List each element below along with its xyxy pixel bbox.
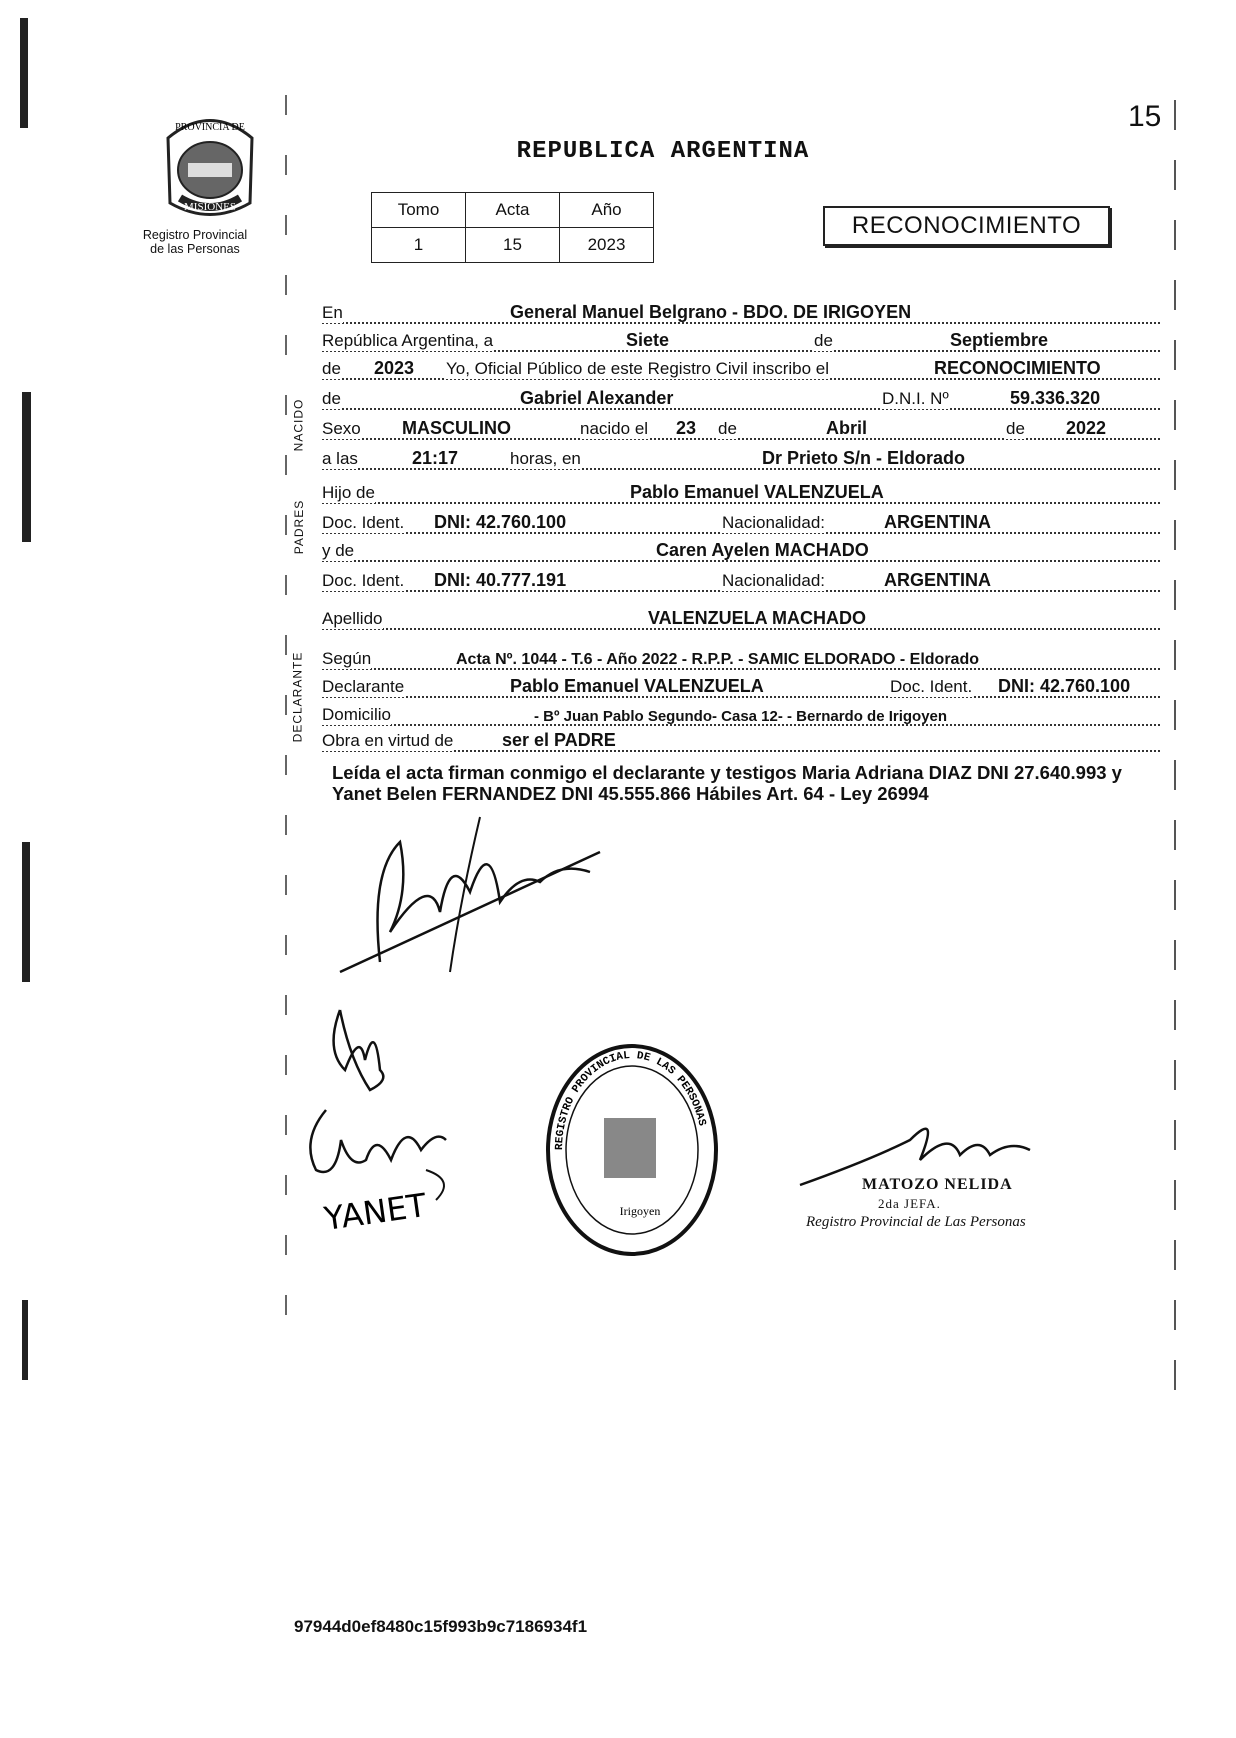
label-apellido: Apellido: [322, 609, 383, 628]
value-month: Septiembre: [950, 330, 1049, 350]
register-value-acta: 15: [466, 228, 560, 263]
value-segun: Acta Nº. 1044 - T.6 - Año 2022 - R.P.P. - SAMIC ELDORADO - Eldorado: [456, 651, 979, 668]
label-de4: de: [718, 419, 737, 438]
value-father-nat: ARGENTINA: [884, 512, 991, 532]
row-father-doc: [322, 510, 1160, 536]
value-father-name: Pablo Emanuel VALENZUELA: [630, 482, 884, 502]
row-hijo: [322, 480, 1160, 506]
label-father-doc: Doc. Ident.: [322, 513, 405, 532]
row-obra: [322, 728, 1160, 754]
label-mother-nat: Nacionalidad:: [722, 571, 826, 590]
value-act: RECONOCIMIENTO: [934, 358, 1101, 378]
row-apellido: [322, 606, 1160, 632]
left-margin-line: [285, 95, 287, 1345]
side-label-declarante: DECLARANTE: [290, 651, 305, 743]
value-obra: ser el PADRE: [502, 730, 616, 750]
label-horas: horas, en: [510, 449, 581, 468]
row-republica: [322, 328, 1160, 354]
row-oficial: [322, 356, 1160, 382]
value-birth-time: 21:17: [412, 448, 459, 468]
scan-edge-mark: [22, 842, 30, 982]
logo-top-text: PROVINCIA DE: [175, 122, 245, 133]
label-segun: Según: [322, 649, 372, 668]
label-hijo: Hijo de: [322, 483, 375, 502]
value-year: 2023: [374, 358, 415, 378]
row-segun: [322, 646, 1160, 672]
official-org: Registro Provincial de Las Personas: [806, 1214, 1026, 1230]
label-de1: de: [814, 331, 833, 350]
value-father-doc: DNI: 42.760.100: [434, 512, 567, 532]
scan-edge-mark: [22, 1300, 28, 1380]
row-en: [322, 300, 1160, 326]
witness-signature-2: [296, 1090, 476, 1240]
value-name: Gabriel Alexander: [520, 388, 674, 408]
label-father-nat: Nacionalidad:: [722, 513, 826, 532]
label-republica: República Argentina, a: [322, 331, 494, 350]
value-apellido: VALENZUELA MACHADO: [648, 608, 866, 628]
value-day: Siete: [626, 330, 670, 350]
document-type-box: RECONOCIMIENTO: [823, 206, 1110, 246]
scan-edge-mark: [22, 392, 31, 542]
label-en: En: [322, 303, 343, 322]
witness-handwritten-name: YANET: [321, 1186, 429, 1238]
register-table: [371, 192, 654, 263]
label-dni: D.N.I. Nº: [882, 389, 949, 408]
row-domicilio: [322, 702, 1160, 728]
logo-bottom-text: MISIONES: [184, 201, 236, 213]
value-mother-nat: ARGENTINA: [884, 570, 991, 590]
label-alas: a las: [322, 449, 358, 468]
page-number: 15: [1128, 100, 1162, 133]
closing-paragraph: Leída el acta firman conmigo el declarante y testigos Maria Adriana DIAZ DNI 27.640.993 y Yanet Belen FERNANDEZ DNI 45.555.866 Hábiles Art. 64 - Ley 26994: [332, 762, 1122, 804]
label-obra: Obra en virtud de: [322, 731, 454, 750]
label-sexo: Sexo: [322, 419, 361, 438]
row-mother: [322, 538, 1160, 564]
official-name: MATOZO NELIDA: [862, 1176, 1013, 1193]
label-decl-doc: Doc. Ident.: [890, 677, 973, 696]
value-mother-name: Caren Ayelen MACHADO: [656, 540, 869, 560]
value-en: General Manuel Belgrano - BDO. DE IRIGOYEN: [510, 302, 912, 322]
stamp-bottom-text: Irigoyen: [619, 1204, 661, 1218]
document-hash: 97944d0ef8480c15f993b9c7186934f1: [294, 1617, 588, 1636]
label-de3: de: [322, 389, 341, 408]
value-domicilio: - Bº Juan Pablo Segundo- Casa 12- - Bernardo de Irigoyen: [534, 708, 948, 725]
witness-signature-1: [320, 990, 400, 1100]
value-birth-place: Dr Prieto S/n - Eldorado: [762, 448, 966, 468]
value-sexo: MASCULINO: [402, 418, 511, 438]
row-sexo: [322, 416, 1160, 442]
value-birth-day: 23: [676, 418, 697, 438]
label-nacido: nacido el: [580, 419, 649, 438]
official-stamp: [542, 1040, 722, 1260]
register-value-tomo: 1: [372, 228, 466, 263]
value-birth-year: 2022: [1066, 418, 1107, 438]
document-title: REPUBLICA ARGENTINA: [516, 138, 810, 165]
registry-line1: Registro Provincial: [142, 228, 248, 242]
register-header-tomo: Tomo: [372, 193, 466, 228]
row-mother-doc: [322, 568, 1160, 594]
row-nombre: [322, 386, 1160, 412]
value-decl-doc: DNI: 42.760.100: [998, 676, 1131, 696]
register-value-anio: 2023: [560, 228, 654, 263]
official-role: 2da JEFA.: [878, 1196, 941, 1211]
value-birth-month: Abril: [826, 418, 868, 438]
label-domicilio: Domicilio: [322, 705, 391, 724]
register-header-anio: Año: [560, 193, 654, 228]
registry-label: [120, 228, 270, 256]
label-de5: de: [1006, 419, 1025, 438]
row-hora: [322, 446, 1160, 472]
side-label-nacido: NACIDO: [291, 398, 306, 452]
scan-edge-mark: [20, 18, 28, 128]
value-dni: 59.336.320: [1010, 388, 1101, 408]
label-de2: de: [322, 359, 341, 378]
value-mother-doc: DNI: 40.777.191: [434, 570, 567, 590]
row-declarante: [322, 674, 1160, 700]
side-label-padres: PADRES: [292, 499, 307, 555]
declarant-signature: [330, 812, 610, 982]
register-header-acta: Acta: [466, 193, 560, 228]
stamp-ring-text: REGISTRO PROVINCIAL DE LAS PERSONAS: [553, 1049, 708, 1151]
label-declarante: Declarante: [322, 677, 405, 696]
label-yde: y de: [322, 541, 355, 560]
value-declarante: Pablo Emanuel VALENZUELA: [510, 676, 764, 696]
label-oficial: Yo, Oficial Público de este Registro Civil inscribo el: [446, 359, 829, 378]
right-margin-line: [1174, 100, 1176, 1400]
registry-line2: de las Personas: [150, 242, 240, 256]
label-mother-doc: Doc. Ident.: [322, 571, 405, 590]
province-seal-logo: [145, 108, 275, 223]
